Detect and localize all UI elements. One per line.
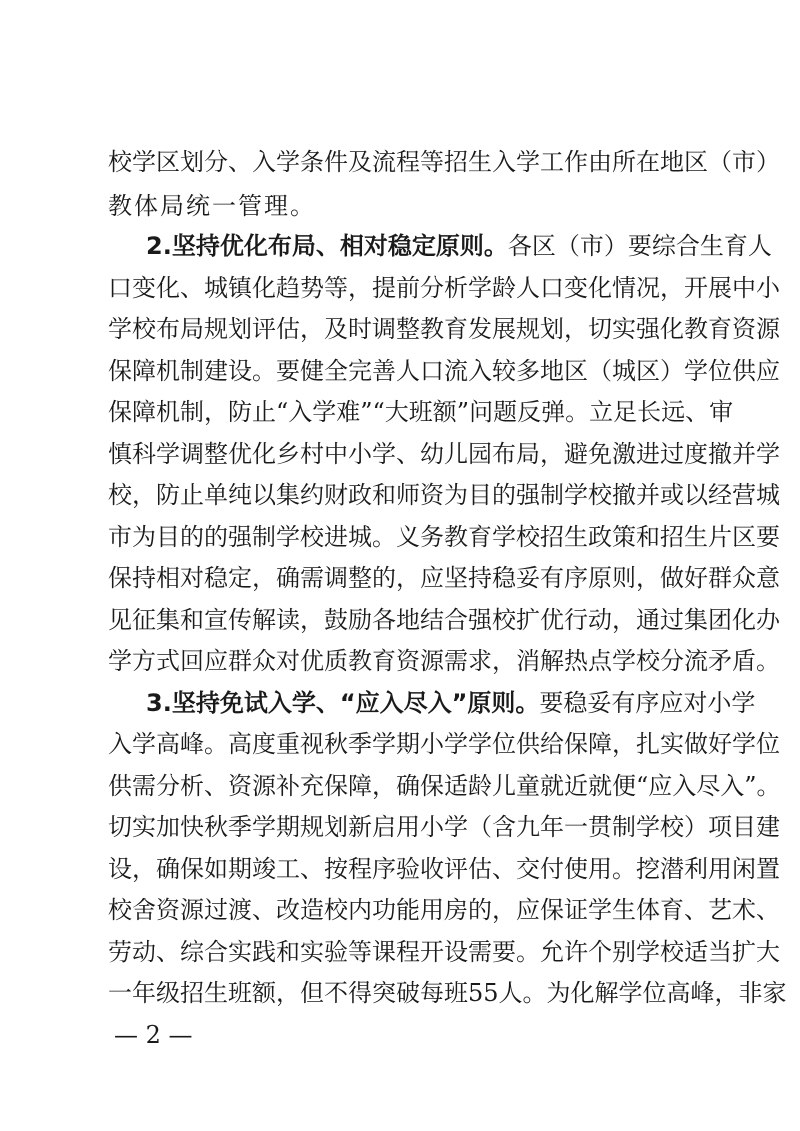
body-text-line: 保障机制，防止“入学难”“大班额”问题反弹。立足长远、审 xyxy=(108,398,734,426)
body-text-line: 学方式回应群众对优质教育资源需求，消解热点学校分流矛盾。 xyxy=(108,647,780,675)
body-text-line: 供需分析、资源补充保障，确保适龄儿童就近就便“应入尽入”。 xyxy=(108,772,781,800)
body-text-line: 校学区划分、入学条件及流程等招生入学工作由所在地区（市） xyxy=(108,148,780,176)
body-text-line: 见征集和宣传解读，鼓励各地结合强校扩优行动，通过集团化办 xyxy=(108,606,780,634)
body-text-line: 校舍资源过渡、改造校内功能用房的，应保证学生体育、艺术、 xyxy=(108,896,780,924)
body-text-line: 口变化、城镇化趋势等，提前分析学龄人口变化情况，开展中小 xyxy=(108,274,780,302)
body-text-line: 入学高峰。高度重视秋季学期小学学位供给保障，扎实做好学位 xyxy=(108,730,780,758)
page-number: — 2 — xyxy=(114,1021,193,1049)
body-text-line: 保障机制建设。要健全完善人口流入较多地区（城区）学位供应 xyxy=(108,357,780,385)
section-heading: 2.坚持优化布局、相对稳定原则。 xyxy=(146,232,508,260)
body-text-line: 学校布局规划评估，及时调整教育发展规划，切实强化教育资源 xyxy=(108,315,780,343)
section-heading: 3.坚持免试入学、“应入尽入”原则。 xyxy=(146,689,540,717)
body-text-line: 设，确保如期竣工、按程序验收评估、交付使用。挖潜利用闲置 xyxy=(108,855,780,883)
body-text-line: 保持相对稳定，确需调整的，应坚持稳妥有序原则，做好群众意 xyxy=(108,564,780,592)
body-text-line: 一年级招生班额，但不得突破每班55人。为化解学位高峰，非家 xyxy=(108,979,787,1007)
body-text-line: 市为目的的强制学校进城。义务教育学校招生政策和招生片区要 xyxy=(108,523,780,551)
paragraph-first-line xyxy=(146,683,756,723)
body-text-line: 校，防止单纯以集约财政和师资为目的强制学校撤并或以经营城 xyxy=(108,481,780,509)
paragraph-first-line xyxy=(146,226,772,266)
body-text-line: 教体局统一管理。 xyxy=(108,192,316,220)
body-text-line: 劳动、综合实践和实验等课程开设需要。允许个别学校适当扩大 xyxy=(108,938,780,966)
body-text: 各区（市）要综合生育人 xyxy=(507,232,772,260)
body-text: 要稳妥有序应对小学 xyxy=(539,689,756,717)
body-text-line: 慎科学调整优化乡村中小学、幼儿园布局，避免激进过度撤并学 xyxy=(108,440,780,468)
body-text-line: 切实加快秋季学期规划新启用小学（含九年一贯制学校）项目建 xyxy=(108,813,780,841)
